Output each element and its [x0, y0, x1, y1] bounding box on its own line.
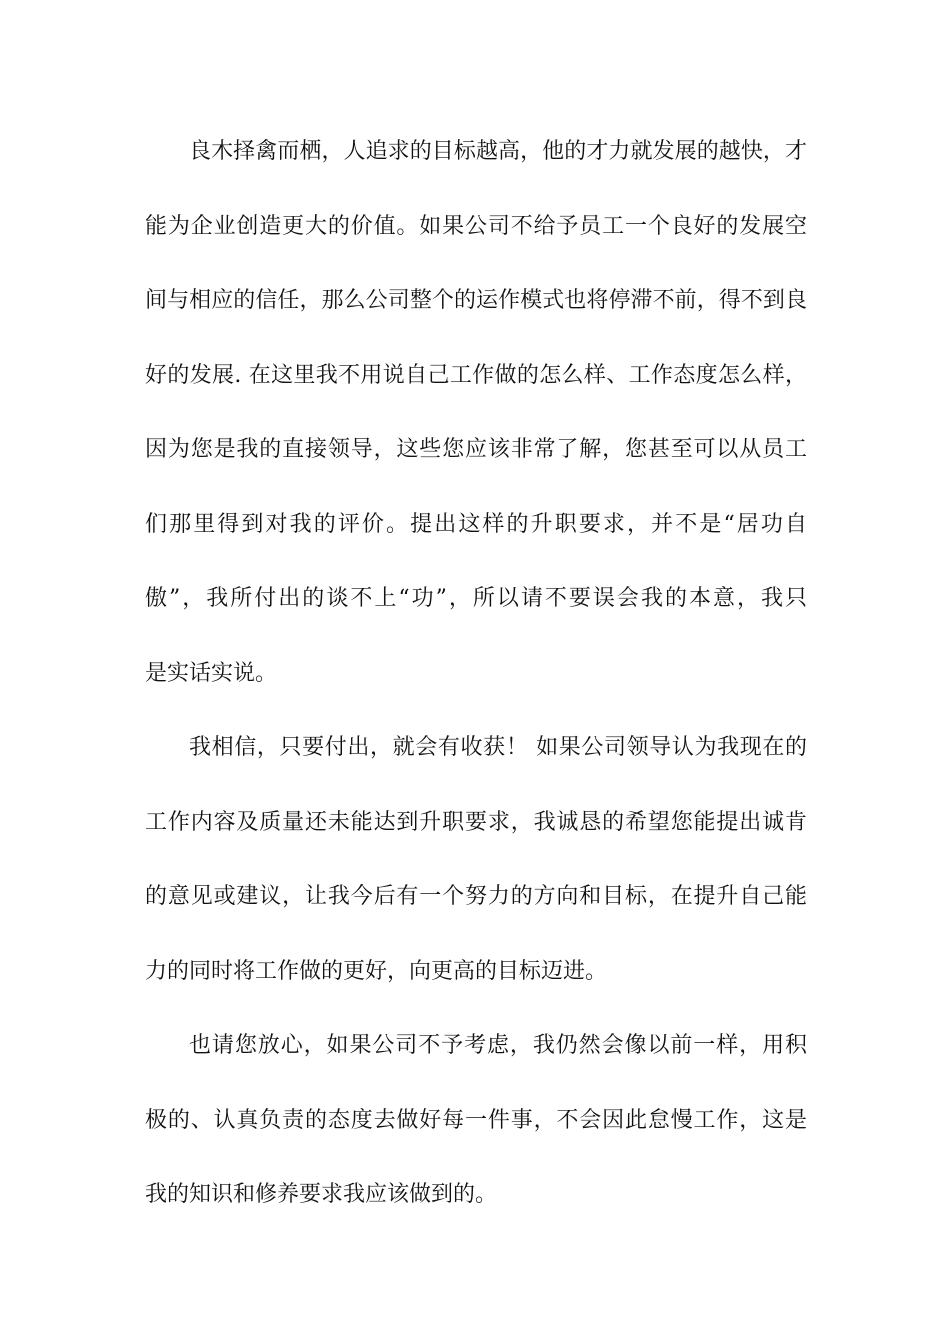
paragraph-3-line-2: 极的、认真负责的态度去做好每一件事，不会因此怠慢工作，这是	[145, 1107, 807, 1133]
paragraph-1-line-5: 因为您是我的直接领导，这些您应该非常了解，您甚至可以从员工	[145, 437, 807, 462]
paragraph-3-line-3: 我的知识和修养要求我应该做到的。	[145, 1182, 498, 1207]
paragraph-2-line-2: 工作内容及质量还未能达到升职要求，我诚恳的希望您能提出诚肯	[145, 809, 807, 835]
paragraph-1-line-4: 好的发展. 在这里我不用说自己工作做的怎么样、工作态度怎么样，	[145, 362, 807, 388]
paragraph-2-line-3: 的意见或建议，让我今后有一个努力的方向和目标，在提升自己能	[145, 884, 807, 909]
paragraph-1-line-2: 能为企业创造更大的价值。如果公司不给予员工一个良好的发展空	[145, 213, 807, 239]
paragraph-1-line-3: 间与相应的信任，那么公司整个的运作模式也将停滞不前，得不到良	[145, 288, 807, 313]
paragraph-1-line-8: 是实话实说。	[145, 660, 278, 686]
paragraph-1-line-1: 良木择禽而栖，人追求的目标越高，他的才力就发展的越快，才	[189, 139, 807, 164]
paragraph-1-line-7: 傲”，我所付出的谈不上“功”，所以请不要误会我的本意，我只	[145, 586, 807, 611]
paragraph-3-line-1: 也请您放心，如果公司不予考虑，我仍然会像以前一样，用积	[189, 1033, 807, 1058]
paragraph-2-line-4: 力的同时将工作做的更好，向更高的目标迈进。	[145, 958, 608, 984]
paragraph-1-line-6: 们那里得到对我的评价。提出这样的升职要求，并不是“居功自	[145, 511, 807, 537]
document-body	[145, 130, 807, 1248]
paragraph-2-line-1: 我相信，只要付出，就会有收获！ 如果公司领导认为我现在的	[189, 735, 807, 760]
